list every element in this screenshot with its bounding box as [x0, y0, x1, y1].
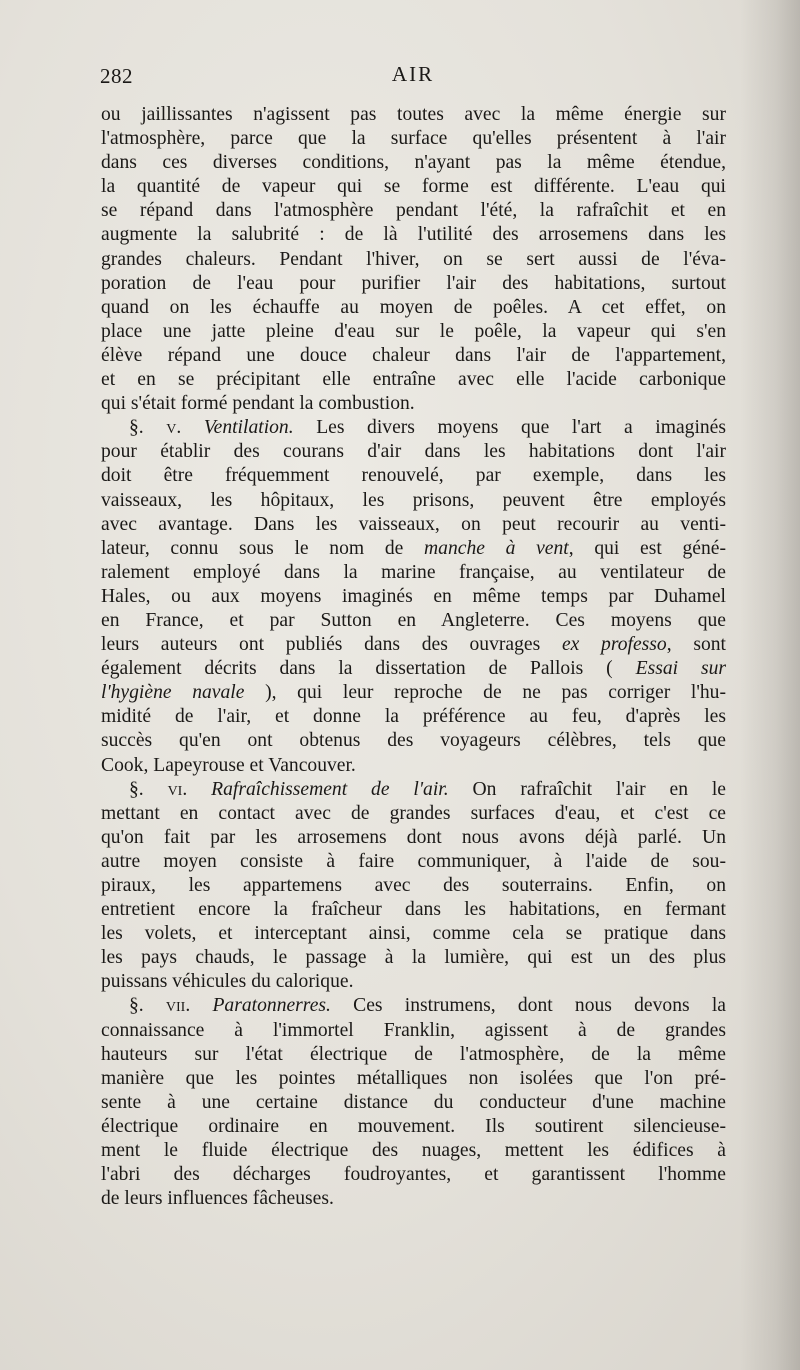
text-line: place une jatte pleine d'eau sur le poêle, la vapeur qui s'en [101, 320, 726, 342]
text-line: entretient encore la fraîcheur dans les habitations, en fermant [101, 899, 726, 921]
text-line: en France, et par Sutton en Angleterre. Ces moyens que [101, 609, 726, 631]
text-line: les volets, et interceptant ainsi, comme cela se pratique dans [101, 923, 726, 945]
text-line: qu'on fait par les arrosemens dont nous avons déjà parlé. Un [101, 826, 726, 848]
text-line: augmente la salubrité : de là l'utilité des arrosemens dans les [101, 224, 726, 246]
text-fragment: leurs auteurs ont publiés dans des ouvrages [101, 634, 541, 656]
text-fragment: Les divers moyens que l'art a imaginés [316, 417, 727, 439]
section-number: §. vii. [129, 995, 191, 1017]
body-text [101, 103, 726, 1211]
text-line: électrique ordinaire en mouvement. Ils soutirent silencieuse- [101, 1115, 726, 1137]
text-fragment: lateur, connu sous le nom de [101, 537, 404, 559]
paragraph-rafraichissement [101, 778, 726, 995]
text-line: Hales, ou aux moyens imaginés en même temps par Duhamel [101, 585, 726, 607]
text-line: Cook, Lapeyrouse et Vancouver. [101, 754, 356, 776]
text-line: autre moyen consiste à faire communiquer, à l'aide de sou- [101, 850, 726, 872]
text-fragment: Ces instrumens, dont nous devons la [353, 995, 726, 1017]
text-fragment: , sont [666, 634, 726, 656]
page-header [100, 60, 726, 94]
section-title: Ventilation. [203, 417, 294, 439]
text-line: midité de l'air, et donne la préférence au feu, d'après les [101, 706, 726, 728]
text-line: de leurs influences fâcheuses. [101, 1188, 334, 1210]
text-line [101, 681, 726, 705]
section-title: Rafraîchissement de l'air. [211, 778, 449, 800]
text-fragment: également décrits dans la dissertation de Pallois ( [101, 658, 613, 680]
italic-term: l'hygiène navale [101, 682, 245, 704]
text-fragment: ), qui leur reproche de ne pas corriger l'hu- [265, 682, 726, 704]
text-line: les pays chauds, le passage à la lumière, qui est un des plus [101, 947, 726, 969]
text-line: se répand dans l'atmosphère pendant l'été, la rafraîchit et en [101, 200, 726, 222]
section-number: §. v. [129, 417, 182, 439]
text-line: connaissance à l'immortel Franklin, agissent à de grandes [101, 1019, 726, 1041]
text-line: ralement employé dans la marine française, au ventilateur de [101, 561, 726, 583]
text-line: vaisseaux, les hôpitaux, les prisons, peuvent être employés [101, 489, 726, 511]
paragraph-paratonnerres [101, 994, 726, 1211]
text-line [101, 537, 726, 561]
text-line: sente à une certaine distance du conducteur d'une machine [101, 1091, 726, 1113]
text-line: hauteurs sur l'état électrique de l'atmosphère, de la même [101, 1043, 726, 1065]
text-line: grandes chaleurs. Pendant l'hiver, on se sert aussi de l'éva- [101, 248, 726, 270]
text-line [101, 657, 726, 681]
page-number: 282 [100, 64, 133, 88]
running-head: AIR [391, 62, 435, 86]
text-line: qui s'était formé pendant la combustion. [101, 393, 415, 415]
italic-term: ex professo [561, 634, 667, 656]
italic-term: manche à vent [424, 537, 569, 559]
text-line: manière que les pointes métalliques non isolées que l'on pré- [101, 1067, 726, 1089]
section-heading-line [101, 416, 726, 440]
paragraph-evaporation [101, 103, 726, 416]
text-line: puissans véhicules du calorique. [101, 971, 354, 993]
text-line: pour établir des courans d'air dans les habitations dont l'air [101, 441, 726, 463]
section-heading-line [101, 778, 726, 802]
text-line [101, 633, 726, 657]
text-line: ment le fluide électrique des nuages, mettent les édifices à [101, 1140, 726, 1162]
section-title: Paratonnerres. [212, 995, 331, 1017]
paragraph-ventilation [101, 416, 726, 777]
text-fragment: On rafraîchit l'air en le [472, 778, 727, 800]
text-line: élève répand une douce chaleur dans l'air de l'appartement, [101, 344, 726, 366]
text-line: l'abri des décharges foudroyantes, et garantissent l'homme [101, 1164, 726, 1186]
italic-term: Essai sur [635, 658, 727, 680]
text-fragment: , qui est géné- [568, 537, 726, 559]
section-number: §. vi. [129, 778, 188, 800]
text-line: l'atmosphère, parce que la surface qu'elles présentent à l'air [101, 128, 726, 150]
text-line: la quantité de vapeur qui se forme est différente. L'eau qui [101, 176, 726, 198]
text-line: ou jaillissantes n'agissent pas toutes avec la même énergie sur [101, 104, 726, 125]
text-line: et en se précipitant elle entraîne avec elle l'acide carbonique [101, 369, 726, 391]
text-line: doit être fréquemment renouvelé, par exemple, dans les [101, 465, 726, 487]
text-line: quand on les échauffe au moyen de poêles. A cet effet, on [101, 296, 726, 318]
text-line: avec avantage. Dans les vaisseaux, on peut recourir au venti- [101, 513, 726, 535]
text-line: poration de l'eau pour purifier l'air des habitations, surtout [101, 272, 726, 294]
text-line: succès qu'en ont obtenus des voyageurs célèbres, tels que [101, 730, 726, 752]
section-heading-line [101, 994, 726, 1018]
text-line: mettant en contact avec de grandes surfaces d'eau, et c'est ce [101, 802, 726, 824]
text-line: dans ces diverses conditions, n'ayant pas la même étendue, [101, 152, 726, 174]
text-line: piraux, les appartemens avec des souterrains. Enfin, on [101, 875, 726, 896]
